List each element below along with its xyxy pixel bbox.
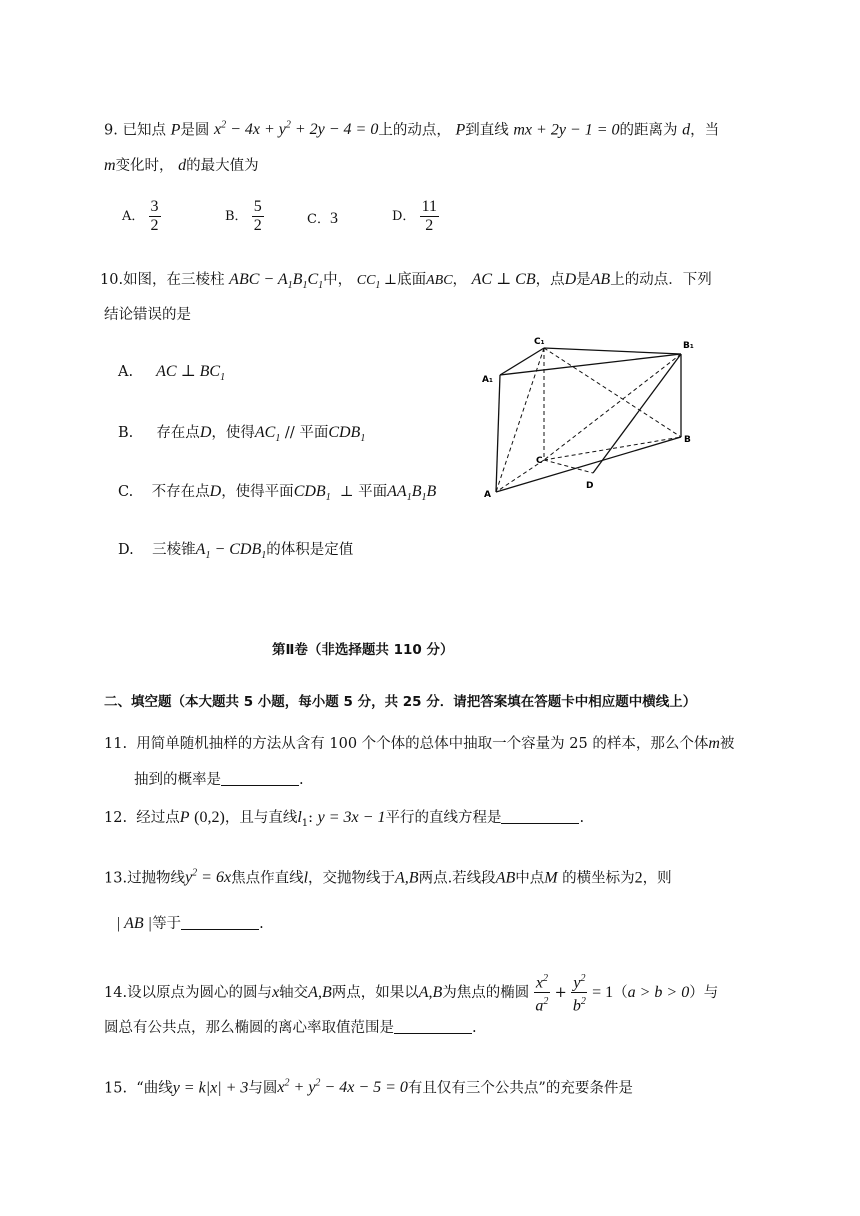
q14-line2: 圆总有公共点，那么椭圆的离心率取值范围是 . <box>104 1020 477 1036</box>
q10-option-c: C. 不存在点D，使得平面$CDB_1$ ⊥ 平面$AA_1B_1B$ <box>118 483 437 504</box>
q10-option-d: D. 三棱锥$A_1 - CDB_1$的体积是定值 <box>118 541 354 562</box>
q10-option-b: B. 存在点D，使得$AC_1$ // 平面$CDB_1$ <box>118 424 366 445</box>
label-b1: B₁ <box>683 341 694 351</box>
q14-line1: 14.设以原点为圆心的圆与x轴交A,B两点，如果以A,B为焦点的椭圆 $\frac{x^2}{a^2}$ + $\frac{y^2}{b^2}$ = 1（a > b > 0）与 <box>104 970 764 1016</box>
q9-line2: m变化时， d的最大值为 <box>104 157 259 174</box>
q14-answer-blank[interactable] <box>394 1019 472 1034</box>
label-a1: A₁ <box>482 375 493 385</box>
q11-line2: 抽到的概率是 . <box>134 772 304 788</box>
q11-line1: 11. 用简单随机抽样的方法从含有 100 个个体的总体中抽取一个容量为 25 的样本，那么个体m被 <box>104 735 735 752</box>
q10-line2: 结论错误的是 <box>104 307 191 323</box>
q13-line1: 13.过抛物线$y^2 = 6x$焦点作直线l，交抛物线于A,B两点.若线段AB中点M 的横坐标为2，则 <box>104 868 672 887</box>
q9-line1: 9. 已知点 P是圆 $x^2 - 4x + y^2 + 2y - 4 = 0$上的动点， P到直线 mx + 2y − 1 = 0的距离为 d，当 <box>104 120 720 139</box>
q9-number: 9. <box>104 122 118 139</box>
q15-line: 15. “曲线y = k|x| + 3与圆$x^2 + y^2 - 4x - 5 = 0$有且仅有三个公共点”的充要条件是 <box>104 1078 633 1097</box>
q9-option-b: B． $\frac{5}{2}$ <box>225 198 262 234</box>
q13-line2: | AB |等于 . <box>116 915 264 932</box>
prism-figure <box>478 330 698 510</box>
section-heading: 二、填空题（本大题共 5 小题，每小题 5 分，共 25 分．请把答案填在答题卡中相应题中横线上） <box>104 694 697 710</box>
label-d: D <box>586 481 594 491</box>
label-c: C <box>536 456 543 466</box>
q11-answer-blank[interactable] <box>221 771 299 786</box>
q10-option-a: A. AC ⊥ $BC_1$ <box>118 363 226 384</box>
q9-option-d: D． $\frac{11}{2}$ <box>392 198 437 234</box>
q10-number: 10. <box>100 272 124 288</box>
q10-line1: 10.如图，在三棱柱 ABC − $A_1B_1C_1$中， $CC_1$ ⊥底面ABC， AC ⊥ CB，点D是AB上的动点．下列 <box>100 271 712 292</box>
q9-option-a: A． $\frac{3}{2}$ <box>122 198 159 234</box>
q12-line: 12. 经过点P (0,2)，且与直线$l_1$: y = 3x − 1平行的直线方程是 . <box>104 809 585 829</box>
q13-answer-blank[interactable] <box>181 915 259 930</box>
section-title: 第Ⅱ卷（非选择题共 110 分） <box>272 642 454 658</box>
label-a: A <box>484 490 491 500</box>
q9-option-c: C．3 <box>307 210 338 227</box>
label-b: B <box>684 435 691 445</box>
label-c1: C₁ <box>534 337 545 347</box>
q12-answer-blank[interactable] <box>501 809 579 824</box>
